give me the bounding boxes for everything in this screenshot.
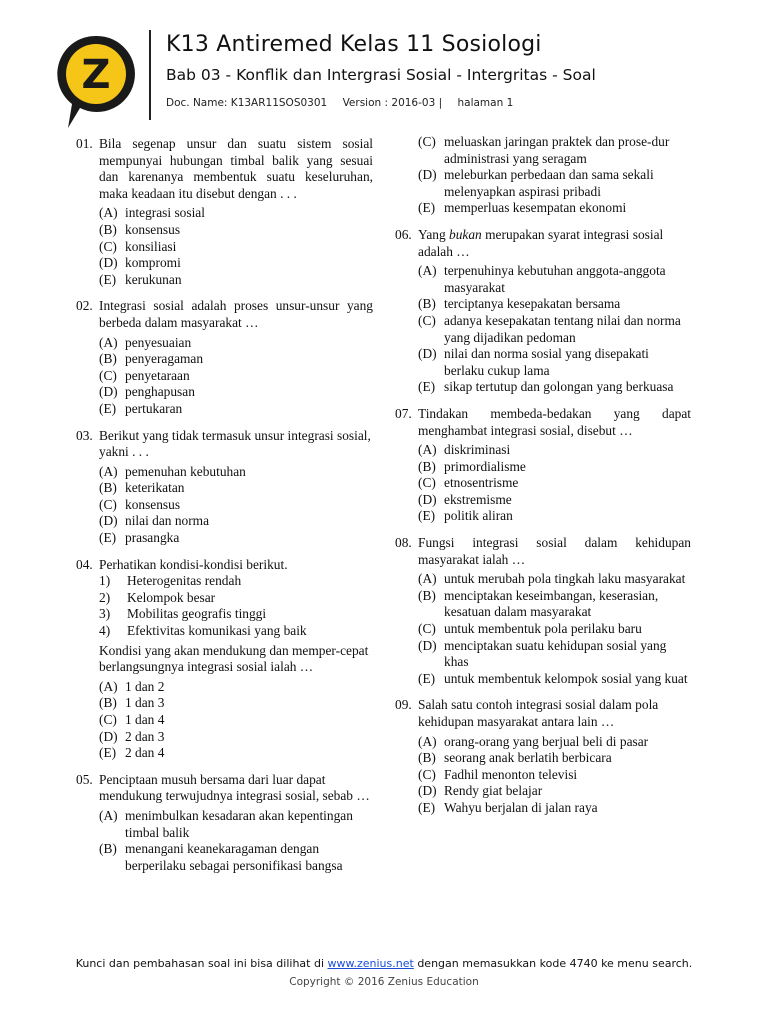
option <box>99 464 373 481</box>
option-label: (A) <box>418 733 437 749</box>
option-text: seorang anak berlatih berbicara <box>444 750 612 766</box>
option <box>418 263 691 296</box>
option-label: (E) <box>99 530 117 546</box>
option <box>418 783 691 800</box>
page-subtitle: Bab 03 - Konflik dan Intergrasi Sosial - Intergritas - Soal <box>166 66 596 84</box>
question-02 <box>76 298 373 417</box>
doc-page: halaman 1 <box>457 97 514 109</box>
option <box>418 134 691 167</box>
option-text: sikap tertutup dan golongan yang berkuasa <box>444 379 674 395</box>
option-text: konsensus <box>125 221 181 237</box>
option-label: (D) <box>418 167 437 183</box>
question-number: 08. <box>395 535 412 551</box>
option <box>99 695 373 712</box>
question-text <box>418 227 691 260</box>
option-text: prasangka <box>125 530 180 546</box>
option <box>418 459 691 476</box>
option-text: terciptanya kesepakatan bersama <box>444 296 621 312</box>
question-number: 05. <box>76 771 93 787</box>
question-04 <box>76 557 373 762</box>
option-label: (D) <box>99 384 118 400</box>
option-label: (D) <box>418 346 437 362</box>
question-number: 02. <box>76 298 93 314</box>
option <box>99 401 373 418</box>
option-text: penyeragaman <box>125 351 204 367</box>
option-label: (B) <box>99 221 117 237</box>
question-07 <box>395 406 691 525</box>
option <box>99 351 373 368</box>
question-text: Perhatikan kondisi-kondisi berikut. <box>99 556 288 572</box>
question-text: Integrasi sosial adalah proses unsur-unsur yang berbeda dalam masyarakat … <box>99 298 373 330</box>
option-text: konsiliasi <box>125 238 177 254</box>
option-text: memperluas kesempatan ekonomi <box>444 200 627 216</box>
option-label: (C) <box>99 712 117 727</box>
option <box>418 379 691 396</box>
question-text: Penciptaan musuh bersama dari luar dapat mendukung terwujudnya integrasi sosial, sebab … <box>99 771 370 804</box>
option <box>418 734 691 751</box>
option-label: (B) <box>99 480 117 496</box>
option-text: meluaskan jaringan praktek dan prose-dur administrasi yang seragam <box>444 134 670 166</box>
statement-number: 1) <box>99 573 111 589</box>
option-text: terpenuhinya kebutuhan anggota-anggota masyarakat <box>444 263 666 295</box>
statement-number: 4) <box>99 623 111 639</box>
question-number: 04. <box>76 556 93 572</box>
question-03 <box>76 428 373 547</box>
option-label: (E) <box>418 508 436 524</box>
option-text: menciptakan keseimbangan, keserasian, kesatuan dalam masyarakat <box>444 587 659 620</box>
question-01 <box>76 136 373 288</box>
statement <box>99 573 373 590</box>
statement-text: Mobilitas geografis tinggi <box>127 606 267 622</box>
option-label: (C) <box>418 475 436 491</box>
option <box>418 492 691 509</box>
statement-text: Kelompok besar <box>127 589 216 605</box>
option <box>99 745 373 762</box>
option-text: nilai dan norma sosial yang disepakati berlaku cukup lama <box>444 346 649 378</box>
option-label: (E) <box>418 200 436 216</box>
option <box>99 513 373 530</box>
option <box>99 222 373 239</box>
option-label: (C) <box>418 766 436 782</box>
question-text: Fungsi integrasi sosial dalam kehidupan masyarakat ialah … <box>418 535 691 567</box>
option <box>99 368 373 385</box>
question-text-before: Yang <box>418 226 446 242</box>
option <box>99 272 373 289</box>
statement <box>99 606 373 623</box>
option <box>418 767 691 784</box>
option <box>418 638 691 671</box>
option-text: menciptakan suatu kehidupan sosial yang khas <box>444 637 667 670</box>
option-label: (A) <box>99 205 118 221</box>
question-06 <box>395 227 691 396</box>
option-text: 1 dan 2 <box>125 678 165 694</box>
option-label: (C) <box>99 238 117 254</box>
left-column <box>76 136 373 884</box>
option <box>99 679 373 696</box>
copyright: Copyright © 2016 Zenius Education <box>289 976 479 988</box>
option-label: (D) <box>99 728 118 744</box>
option <box>418 296 691 313</box>
option-text: 2 dan 3 <box>125 728 165 744</box>
page-title: K13 Antiremed Kelas 11 Sosiologi <box>166 32 542 57</box>
option-text: meleburkan perbedaan dan sama sekali melenyapkan aspirasi pribadi <box>444 167 654 199</box>
option <box>99 205 373 222</box>
option-label: (D) <box>418 491 437 507</box>
question-text: Bila segenap unsur dan suatu sistem sosial mempunyai hubungan timbal balik yang sesuai dan karenanya membentuk suatu keseluruhan, maka keadaan itu disebut dengan . . . <box>99 136 373 201</box>
option <box>99 239 373 256</box>
question-text: Salah satu contoh integrasi sosial dalam pola kehidupan masyarakat antara lain … <box>418 697 659 729</box>
statement <box>99 623 373 640</box>
doc-name: Doc. Name: K13AR11SOS0301 <box>166 97 328 109</box>
option-label: (D) <box>418 637 437 653</box>
option <box>418 571 691 588</box>
question-number: 01. <box>76 136 93 151</box>
zenius-link[interactable]: www.zenius.net <box>327 957 414 970</box>
option-label: (D) <box>418 783 437 799</box>
option-text: penghapusan <box>125 384 195 400</box>
option-label: (B) <box>418 296 436 312</box>
option-text: untuk merubah pola tingkah laku masyarakat <box>444 571 686 587</box>
option-label: (B) <box>418 750 436 766</box>
option-label: (B) <box>418 458 436 474</box>
option <box>418 346 691 379</box>
option-text: pertukaran <box>125 400 183 416</box>
option-text: 1 dan 4 <box>125 712 165 727</box>
question-09 <box>395 697 691 816</box>
question-number: 03. <box>76 427 93 443</box>
option <box>418 442 691 459</box>
option-text: etnosentrisme <box>444 475 519 491</box>
option <box>99 335 373 352</box>
option-text: menangani keanekaragaman dengan berperilaku sebagai personifikasi bangsa <box>125 841 343 873</box>
question-05 <box>76 772 373 875</box>
footer-text-before: Kunci dan pembahasan soal ini bisa dilihat di <box>75 957 324 970</box>
option-label: (C) <box>99 496 117 512</box>
option-label: (A) <box>99 463 118 479</box>
option <box>418 200 691 217</box>
option <box>99 384 373 401</box>
question-text-emphasis: bukan <box>449 226 482 242</box>
statement-text: Efektivitas komunikasi yang baik <box>127 623 307 639</box>
doc-meta <box>166 97 525 109</box>
doc-version: Version : 2016-03 | <box>342 97 443 109</box>
option-text: nilai dan norma <box>125 513 210 529</box>
option <box>99 729 373 746</box>
question-text: Tindakan membeda-bedakan yang dapat menghambat integrasi sosial, disebut … <box>418 405 691 438</box>
option <box>418 588 691 621</box>
option-text: Rendy giat belajar <box>444 783 543 799</box>
logo-letter: Z <box>81 52 111 98</box>
question-note: Kondisi yang akan mendukung dan memper-cepat berlangsungnya integrasi sosial ialah … <box>99 642 369 675</box>
option-text: Wahyu berjalan di jalan raya <box>444 799 598 815</box>
option-text: orang-orang yang berjual beli di pasar <box>444 733 649 749</box>
option <box>99 480 373 497</box>
statement-number: 2) <box>99 589 111 605</box>
question-05-continued <box>395 134 691 217</box>
option-text: untuk membentuk pola perilaku baru <box>444 621 642 637</box>
option <box>418 508 691 525</box>
option-text: ekstremisme <box>444 491 512 507</box>
option-text: 2 dan 4 <box>125 745 165 761</box>
option <box>418 313 691 346</box>
option-text: kerukunan <box>125 271 182 287</box>
option <box>99 497 373 514</box>
statement-number: 3) <box>99 606 111 622</box>
option-text: keterikatan <box>125 480 185 496</box>
option-label: (E) <box>99 745 117 761</box>
statement <box>99 590 373 607</box>
option-label: (A) <box>418 263 437 279</box>
option <box>99 808 373 841</box>
option <box>99 712 373 729</box>
option-text: penyesuaian <box>125 334 192 350</box>
option-label: (A) <box>99 334 118 350</box>
option-label: (B) <box>99 695 117 711</box>
option-text: kompromi <box>125 255 181 271</box>
option-label: (C) <box>418 134 436 149</box>
option-label: (E) <box>418 670 436 686</box>
option-label: (A) <box>99 678 118 694</box>
question-08 <box>395 535 691 687</box>
question-number: 09. <box>395 697 412 713</box>
option-label: (B) <box>418 587 436 603</box>
option-text: 1 dan 3 <box>125 695 165 711</box>
option-label: (A) <box>418 571 437 587</box>
option <box>99 530 373 547</box>
option <box>418 621 691 638</box>
option-label: (E) <box>418 379 436 395</box>
option-text: Fadhil menonton televisi <box>444 766 578 782</box>
footer-text-after: dengan memasukkan kode 4740 ke menu search. <box>417 957 693 970</box>
option <box>418 167 691 200</box>
option <box>418 671 691 688</box>
header-divider <box>149 30 151 120</box>
option-text: penyetaraan <box>125 367 190 383</box>
question-number: 07. <box>395 405 412 421</box>
option <box>99 255 373 272</box>
option-text: integrasi sosial <box>125 205 205 221</box>
option-label: (D) <box>99 513 118 529</box>
option-label: (B) <box>99 841 117 857</box>
option-label: (D) <box>99 255 118 271</box>
option-label: (E) <box>99 271 117 287</box>
option-label: (B) <box>99 351 117 367</box>
statement-text: Heterogenitas rendah <box>127 573 242 589</box>
question-text-after: merupakan syarat integrasi sosial adalah … <box>418 226 664 259</box>
zenius-logo <box>54 32 138 132</box>
option-text: menimbulkan kesadaran akan kepentingan timbal balik <box>125 807 353 840</box>
option-text: pemenuhan kebutuhan <box>125 463 246 479</box>
option-label: (C) <box>418 312 436 328</box>
option-text: konsensus <box>125 496 181 512</box>
option-label: (E) <box>99 400 117 416</box>
option <box>418 800 691 817</box>
option-text: adanya kesepakatan tentang nilai dan norma yang dijadikan pedoman <box>444 312 681 345</box>
option-text: diskriminasi <box>444 442 511 458</box>
option <box>99 841 373 874</box>
option <box>418 750 691 767</box>
right-column <box>395 134 691 827</box>
option-label: (E) <box>418 799 436 815</box>
option <box>418 475 691 492</box>
option-label: (C) <box>99 367 117 383</box>
footer-note <box>0 957 768 970</box>
option-label: (A) <box>418 442 437 458</box>
option-label: (C) <box>418 621 436 637</box>
option-text: untuk membentuk kelompok sosial yang kuat <box>444 670 688 686</box>
question-number: 06. <box>395 226 412 242</box>
option-text: politik aliran <box>444 508 513 524</box>
question-text: Berikut yang tidak termasuk unsur integrasi sosial, yakni . . . <box>99 427 371 460</box>
option-text: primordialisme <box>444 458 526 474</box>
option-label: (A) <box>99 807 118 823</box>
